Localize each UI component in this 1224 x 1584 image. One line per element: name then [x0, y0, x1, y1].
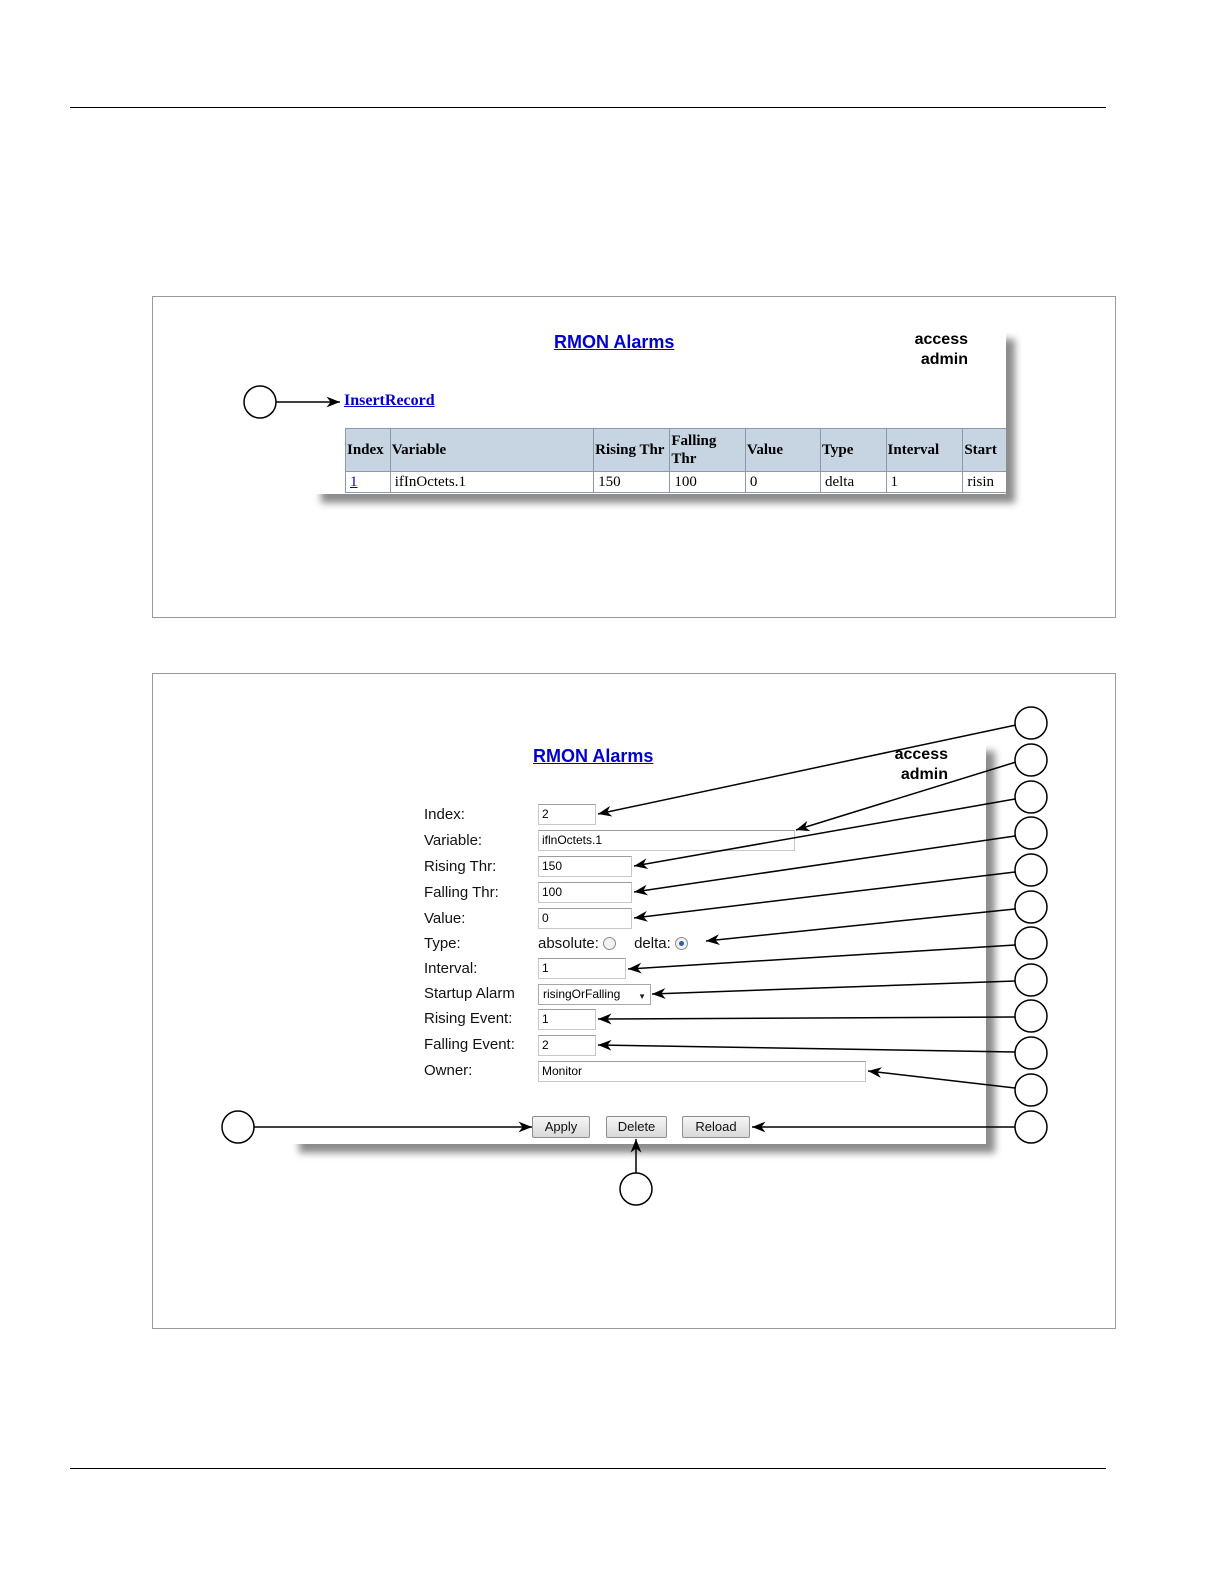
col-index: Index [346, 429, 391, 472]
type-absolute-label: absolute: [538, 935, 599, 952]
col-rising-thr: Rising Thr [594, 429, 670, 472]
index-input[interactable]: 2 [538, 804, 596, 825]
index-label: Index: [424, 806, 465, 823]
type-delta-label: delta: [634, 935, 671, 952]
insert-record-link[interactable]: InsertRecord [344, 392, 435, 409]
cell-type: delta [820, 472, 886, 493]
rising-thr-input[interactable]: 150 [538, 856, 632, 877]
falling-thr-label: Falling Thr: [424, 884, 499, 901]
access-value: admin [920, 351, 968, 368]
cell-value: 0 [745, 472, 820, 493]
cell-variable: ifInOctets.1 [390, 472, 593, 493]
startup-alarm-value: risingOrFalling [543, 987, 621, 1001]
startup-alarm-label: Startup Alarm [424, 985, 515, 1002]
apply-button[interactable]: Apply [532, 1116, 590, 1138]
falling-thr-input[interactable]: 100 [538, 882, 632, 903]
access-indicator [895, 745, 948, 785]
rising-thr-label: Rising Thr: [424, 858, 497, 875]
value-input[interactable]: 0 [538, 908, 632, 929]
owner-label: Owner: [424, 1062, 473, 1079]
type-radio-group [538, 935, 688, 952]
access-value: admin [900, 766, 948, 783]
rmon-alarm-form-screen [290, 742, 986, 1144]
table-header-row [346, 429, 1007, 472]
falling-event-label: Falling Event: [424, 1036, 515, 1053]
col-value: Value [745, 429, 820, 472]
col-falling-thr: Falling Thr [670, 429, 746, 472]
variable-input[interactable]: iflnOctets.1 [538, 830, 795, 851]
type-absolute-radio[interactable] [603, 937, 616, 950]
falling-event-input[interactable]: 2 [538, 1035, 596, 1056]
table-row [346, 472, 1007, 493]
owner-input[interactable]: Monitor [538, 1061, 866, 1082]
type-delta-radio[interactable] [675, 937, 688, 950]
col-startup: Start [963, 429, 1006, 472]
variable-label: Variable: [424, 832, 483, 849]
rmon-alarms-table-screen [312, 330, 1006, 494]
cell-falling-thr: 100 [670, 472, 746, 493]
chevron-down-icon: ▼ [638, 992, 646, 1001]
col-type: Type [820, 429, 886, 472]
type-label: Type: [424, 935, 461, 952]
value-label: Value: [424, 910, 466, 927]
col-interval: Interval [886, 429, 963, 472]
access-indicator [915, 330, 968, 370]
access-label: access [894, 746, 948, 763]
startup-alarm-select[interactable] [538, 984, 651, 1005]
col-variable: Variable [390, 429, 593, 472]
reload-button[interactable]: Reload [682, 1116, 750, 1138]
cell-interval: 1 [886, 472, 963, 493]
page-title[interactable]: RMON Alarms [554, 332, 675, 352]
interval-input[interactable]: 1 [538, 958, 626, 979]
cell-index [346, 472, 391, 493]
header-rule [70, 107, 1106, 108]
cell-startup: risin [963, 472, 1006, 493]
alarms-table [345, 428, 1006, 493]
footer-rule [70, 1468, 1106, 1469]
delete-button[interactable]: Delete [606, 1116, 667, 1138]
cell-rising-thr: 150 [594, 472, 670, 493]
page-title[interactable]: RMON Alarms [533, 746, 654, 766]
interval-label: Interval: [424, 960, 478, 977]
rising-event-label: Rising Event: [424, 1010, 513, 1027]
row-index-link[interactable]: 1 [350, 473, 358, 490]
access-label: access [914, 331, 968, 348]
rising-event-input[interactable]: 1 [538, 1009, 596, 1030]
